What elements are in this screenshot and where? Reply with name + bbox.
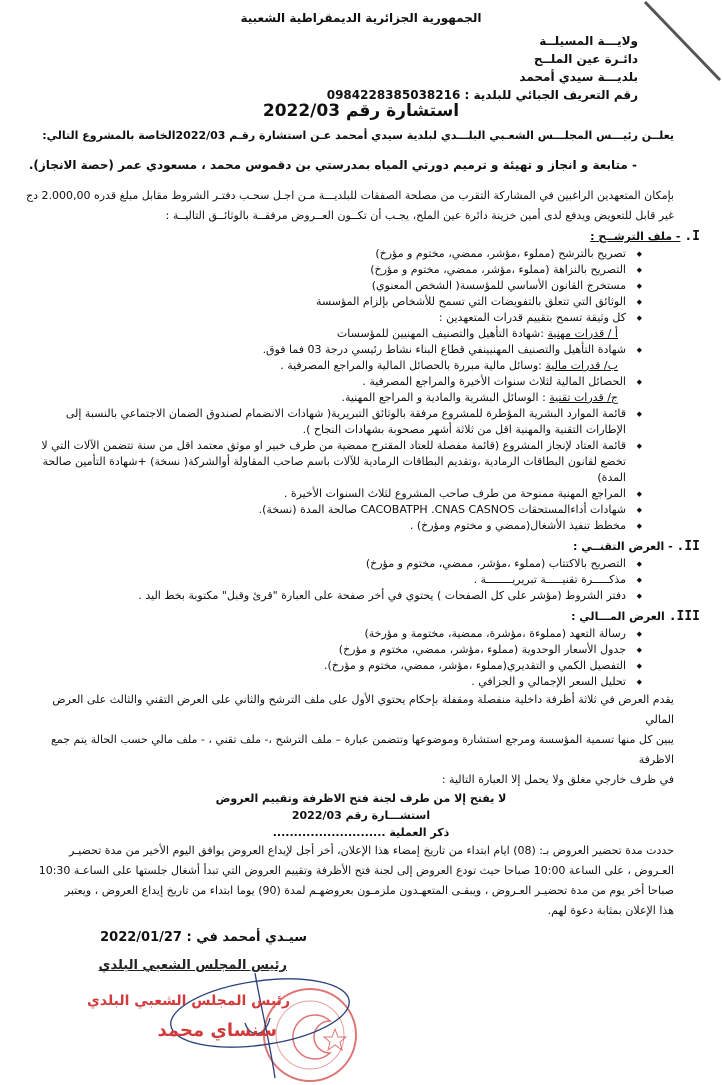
section-title: - ملف الترشــح : bbox=[590, 230, 681, 243]
paragraph-line: غير قابل للتعويض ويدفع لدى أمين خزينة دائرة عين الملح، يجـب أن تكــون العــروض مرفقــة بالوثائــق التاليــة : bbox=[165, 209, 674, 222]
envelope-line: استشـــارة رقم 2022/03 bbox=[291, 809, 431, 822]
envelope-line: لا يفتح إلا من طرف لجنة فتح الاظرفة وتقييم العروض bbox=[215, 792, 507, 805]
list-item: ◆ دفتر الشروط (مؤشر على كل الصفحات ) يحتوي في أخر صفحة على العبارة "قرئ وقبل" مكتوبة بخط اليد . bbox=[40, 588, 642, 604]
section-2-heading bbox=[0, 538, 700, 556]
list-item: ◆ تحليل السعر الإجمالي و الجزافي . bbox=[40, 674, 642, 690]
place-date: سيـدي أمحمد في : 2022/01/27 bbox=[100, 930, 307, 945]
project-title: - متابعة و انجاز و تهيئة و ترميم دورتي المياه بمدرستي بن دقموس محمد ، مسعودي عمر (حصة الانجاز). bbox=[28, 158, 637, 172]
paragraph-line: صباحا أخر يوم من مدة تحضيـر العـروض ، ويبقـى المتعهـدون ملزمـون بعروضهـم لمدة (90) يوما ابتداء من تاريخ إيداع العروض ، ويعتبر bbox=[64, 884, 674, 897]
sub-label: ب/ قدرات مالية bbox=[545, 359, 618, 372]
document-body bbox=[0, 228, 722, 1085]
tax-id-label: رقم التعريف الجبائي للبلدية : bbox=[464, 88, 638, 102]
signature-block bbox=[0, 925, 722, 1085]
sub-text: : الوسائل البشرية والمادية و المراجع المهنية. bbox=[341, 391, 550, 404]
list-item: ◆ قائمة الموارد البشرية المؤطرة للمشروع مرفقة بالوثائق التبريرية( شهادات الانضمام لصندوق الضمان الاجتماعي بالنسبة إلى الإطارات التقنية والمهنية اقل من ثلاثة أشهر مصحوبة بشهادات النجاح ). bbox=[40, 406, 642, 438]
section-number: II. bbox=[676, 539, 700, 554]
list-item: ◆ كل وثيقة تسمح بتقييم قدرات المتعهدين : bbox=[40, 310, 642, 326]
section-number: I. bbox=[684, 229, 700, 244]
administration-block bbox=[327, 32, 638, 104]
section-1-heading bbox=[0, 228, 700, 246]
paragraph-line: يقدم العرض في ثلاثة أظرفة داخلية منفصلة ومقفلة بإحكام يحتوي الأول على ملف الترشح والثاني على العرض التقني والثالث على العرض المالي bbox=[52, 693, 674, 726]
section-title: - العرض التقنــي : bbox=[573, 540, 673, 553]
list-item: ◆ المراجع المهنية ممنوحة من طرف صاحب المشروع لثلاث السنوات الأخيرة . bbox=[40, 486, 642, 502]
list-item: ◆ جدول الأسعار الوحدوية (مملوء ،مؤشر، ممضي، مختوم و مؤرخ) bbox=[40, 642, 642, 658]
daira: دائـرة عين الملــح bbox=[533, 52, 638, 66]
sub-text: :وسائل مالية مبررة بالحصائل المالية والمراجع المصرفية . bbox=[280, 359, 546, 372]
list-item: ◆ التفصيل الكمي و التقديري(مملوء ،مؤشر، ممضي، مختوم و مؤرخ). bbox=[40, 658, 642, 674]
envelope-line: ذكر العملية ........................... bbox=[272, 826, 450, 839]
section-1-list bbox=[40, 246, 642, 534]
sub-label: أ / قدرات مهنية bbox=[547, 327, 618, 340]
sub-b bbox=[40, 358, 642, 374]
section-3-list bbox=[40, 626, 642, 690]
paragraph-line: العـروض ، على الساعة 10:00 صباحا حيث تودع العروض إلى لجنة فتح الأظرفة وتقييم العروض التي تبدأ أشغال جلستها على الساعـة 10:30 bbox=[38, 864, 674, 877]
list-item: ◆ التصريح بالاكتتاب (مملوء ،مؤشر، ممضي، مختوم و مؤرخ) bbox=[40, 556, 642, 572]
deadline-paragraph bbox=[30, 841, 674, 921]
intro-paragraph bbox=[26, 186, 674, 226]
sub-c bbox=[40, 390, 642, 406]
list-item: ◆ شهادة التأهيل والتصنيف المهنيينفي قطاع البناء نشاط رئيسي درجة 03 فما فوق. bbox=[40, 342, 642, 358]
list-item: ◆ الوثائق التي تتعلق بالتفويضات التي تسمح للأشخاص بإلزام المؤسسة bbox=[40, 294, 642, 310]
page-title: استشارة رقم 2022/03 bbox=[262, 101, 460, 121]
envelope-label bbox=[0, 790, 722, 841]
page-fold-mark bbox=[640, 0, 722, 90]
list-item: ◆ شهادات أداءالمستحقات CACOBATPH .CNAS CASNOS صالحة المدة (نسخة). bbox=[40, 502, 642, 518]
tax-id: 0984228385038216 bbox=[326, 88, 461, 102]
section-2-list bbox=[40, 556, 642, 604]
list-item: ◆ قائمة العتاد لإنجاز المشروع (قائمة مفصلة للعتاد المقترح ممضية من طرف خبير او موثق معتمد اقل من سنة تتضمن الآلات التي لا تخضع لقانون البطاقات الرمادية ،وتقديم البطاقات الرمادية للآلات باسم صاحب المقاولة أوالشركة( نسخة) +شهادة التأمين صالحة المدة) bbox=[40, 438, 642, 486]
sub-text: :شهادة التأهيل والتصنيف المهنيين للمؤسسات bbox=[336, 327, 548, 340]
list-item: ◆ الحصائل المالية لثلاث سنوات الأخيرة والمراجع المصرفية . bbox=[40, 374, 642, 390]
section-title: العرض المـــالي : bbox=[571, 610, 665, 623]
signatory-role: رئيس المجلس الشعبي البلدي bbox=[98, 958, 287, 973]
envelope-paragraph bbox=[30, 690, 674, 790]
section-number: III. bbox=[668, 609, 700, 624]
list-item: ◆ مخطط تنفيذ الأشغال(ممضي و مختوم ومؤرخ) . bbox=[40, 518, 642, 534]
stamp-name: سنساي محمد bbox=[157, 1020, 277, 1041]
wilaya: ولايـــة المسيلــة bbox=[539, 34, 638, 48]
republic-header: الجمهورية الجزائرية الديمقراطية الشعبية bbox=[240, 11, 482, 25]
sub-label: ج/ قدرات تقنية bbox=[549, 391, 618, 404]
intro-text: يعلــن رئيـــس المجلـــس الشعـبي البلـــدي لبلدية سيدي أمحمد عـن استشارة رقـم 2022/03الخاصة بالمشروع التالي: bbox=[42, 129, 674, 142]
list-item: ◆ تصريح بالترشح (مملوء ،مؤشر، ممضي، مختوم و مؤرخ) bbox=[40, 246, 642, 262]
list-item: ◆ مستخرج القانون الأساسي للمؤسسة( الشخص المعنوي) bbox=[40, 278, 642, 294]
section-3-heading bbox=[0, 608, 700, 626]
paragraph-line: هذا الإعلان بمثابة دعوة لهم. bbox=[547, 904, 674, 917]
paragraph-line: بإمكان المتعهدين الراغبين في المشاركة التقرب من مصلحة الصفقات للبلديـــة مـن اجـل سحـب دفتـر الشروط مقابل مبلغ قدره 2.000,00 دج bbox=[26, 189, 674, 202]
stamp-role: رئيس المجلس الشعبي البلدي bbox=[87, 993, 290, 1009]
list-item: ◆ التصريح بالنزاهة (مملوء ،مؤشر، ممضي، مختوم و مؤرخ) bbox=[40, 262, 642, 278]
baladiya: بلديـــة سيدي أمحمد bbox=[519, 70, 638, 84]
list-item: ◆ رسالة التعهد (مملوءة ،مؤشرة، ممضية، مختومة و مؤرخة) bbox=[40, 626, 642, 642]
paragraph-line: في ظرف خارجي مغلق ولا يحمل إلا العبارة التالية : bbox=[441, 773, 674, 786]
sub-a bbox=[40, 326, 642, 342]
list-item: ◆ مذكـــــرة تقنيـــــة تبريريــــــــة . bbox=[40, 572, 642, 588]
paragraph-line: حددت مدة تحضير العروض بـ: (08) ايام ابتداء من تاريخ إمضاء هذا الإعلان، أخر أجل لإيداع العروض يوافق اليوم الأخير من مدة تحضيـر bbox=[68, 844, 674, 857]
paragraph-line: يبين كل منها تسمية المؤسسة ومرجع استشارة وموضوعها وتتضمن عبارة – ملف الترشح ،- ملف تقني ، - ملف مالي حسب الحالة يتم جمع الاظرفة bbox=[51, 733, 674, 766]
